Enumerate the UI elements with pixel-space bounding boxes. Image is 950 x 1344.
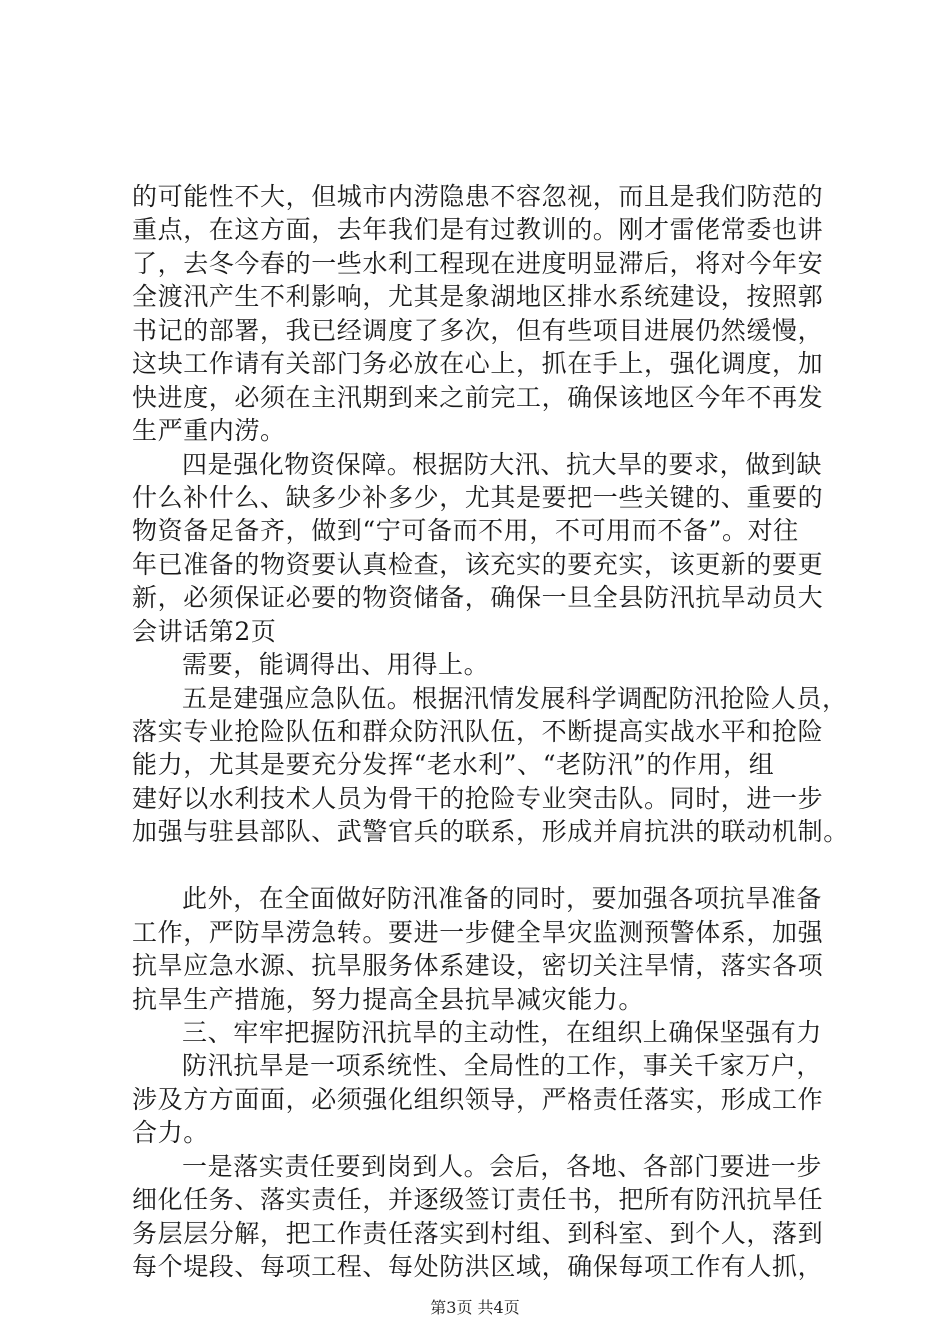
text-line: 务层层分解，把工作责任落实到村组、到科室、到个人，落到 [132, 1219, 824, 1248]
text-line: 全渡汛产生不利影响，尤其是象湖地区排水系统建设，按照郭 [132, 282, 824, 311]
text-line: 书记的部署，我已经调度了多次，但有些项目进展仍然缓慢， [132, 316, 824, 345]
text-line: 抗旱应急水源、抗旱服务体系建设，密切关注旱情，落实各项 [132, 951, 824, 980]
paragraph-start-line: 需要，能调得出、用得上。 [182, 650, 490, 679]
text-line: 工作，严防旱涝急转。要进一步健全旱灾监测预警体系，加强 [132, 918, 824, 947]
paragraph-start-line: 一是落实责任要到岗到人。会后，各地、各部门要进一步 [182, 1152, 823, 1181]
text-line: 加强与驻县部队、武警官兵的联系，形成并肩抗洪的联动机制。 [132, 817, 849, 846]
text-line: 新，必须保证必要的物资储备，确保一旦全县防汛抗旱动员大 [132, 583, 824, 612]
text-line: 重点，在这方面，去年我们是有过教训的。刚才雷佬常委也讲 [132, 215, 824, 244]
paragraph-start-line: 五是建强应急队伍。根据汛情发展科学调配防汛抢险人员， [182, 684, 848, 713]
text-line: 生严重内涝。 [132, 416, 286, 445]
text-line: 的可能性不大，但城市内涝隐患不容忽视，而且是我们防范的 [132, 182, 824, 211]
text-line: 抗旱生产措施，努力提高全县抗旱减灾能力。 [132, 985, 645, 1014]
text-line: 什么补什么、缺多少补多少，尤其是要把一些关键的、重要的 [132, 483, 824, 512]
text-line: 细化任务、落实责任，并逐级签订责任书，把所有防汛抗旱任 [132, 1185, 824, 1214]
section-heading: 三、牢牢把握防汛抗旱的主动性，在组织上确保坚强有力 [182, 1018, 823, 1047]
text-line: 物资备足备齐，做到“宁可备而不用，不可用而不备”。对往 [132, 516, 799, 545]
text-line: 每个堤段、每项工程、每处防洪区域，确保每项工作有人抓， [132, 1252, 824, 1281]
text-line: 能力，尤其是要充分发挥“老水利”、“老防汛”的作用，组 [132, 750, 775, 779]
paragraph-start-line: 防汛抗旱是一项系统性、全局性的工作，事关千家万户， [182, 1051, 823, 1080]
text-line: 这块工作请有关部门务必放在心上，抓在手上，强化调度，加 [132, 349, 824, 378]
text-line: 落实专业抢险队伍和群众防汛队伍，不断提高实战水平和抢险 [132, 717, 824, 746]
text-line: 会讲话第2页 [132, 617, 277, 646]
text-line: 涉及方方面面，必须强化组织领导，严格责任落实，形成工作 [132, 1085, 824, 1114]
text-line: 合力。 [132, 1118, 209, 1147]
text-line: 年已准备的物资要认真检查，该充实的要充实，该更新的要更 [132, 550, 824, 579]
text-line: 了，去冬今春的一些水利工程现在进度明显滞后，将对今年安 [132, 249, 824, 278]
text-line: 快进度，必须在主汛期到来之前完工，确保该地区今年不再发 [132, 383, 824, 412]
text-line: 建好以水利技术人员为骨干的抢险专业突击队。同时，进一步 [132, 784, 824, 813]
page-footer: 第3页 共4页 [430, 1298, 520, 1317]
paragraph-start-line: 此外，在全面做好防汛准备的同时，要加强各项抗旱准备 [182, 884, 823, 913]
paragraph-start-line: 四是强化物资保障。根据防大汛、抗大旱的要求，做到缺 [182, 450, 823, 479]
